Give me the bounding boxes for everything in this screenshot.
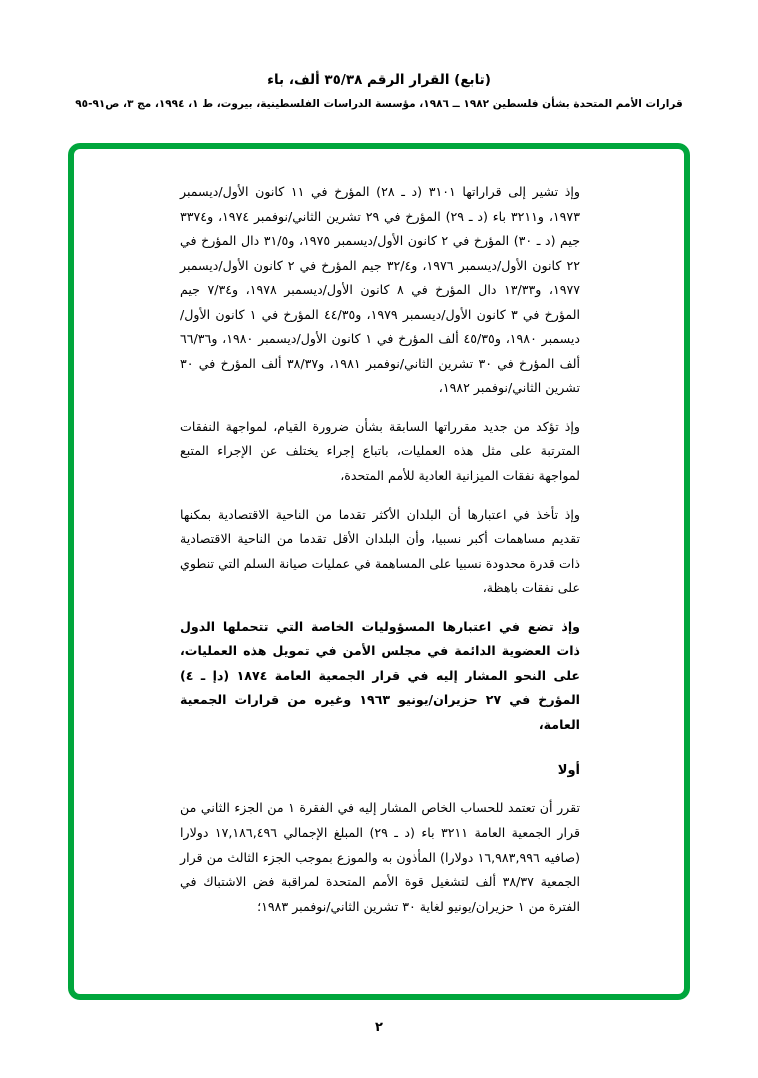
document-body <box>180 180 580 933</box>
paragraph-recalling-resolutions: وإذ تشير إلى قراراتها ٣١٠١ (د ـ ٢٨) المؤرخ في ١١ كانون الأول/ديسمبر ١٩٧٣، و٣٢١١ باء (د ـ ٢٩) المؤرخ في ٢٩ تشرين الثاني/نوفمبر ١٩٧٤، و٣٣٧٤ جيم (د ـ ٣٠) المؤرخ في ٢ كانون الأول/ديسمبر ١٩٧٥، و٣١/٥ دال المؤرخ في ٢٢ كانون الأول/ديسمبر ١٩٧٦، و٣٢/٤ جيم المؤرخ في ٢ كانون الأول/ديسمبر ١٩٧٧، و١٣/٣٣ دال المؤرخ في ٨ كانون الأول/ديسمبر ١٩٧٨، و٧/٣٤ جيم المؤرخ في ٣ كانون الأول/ديسمبر ١٩٧٩، و٤٤/٣٥ المؤرخ في ١ كانون الأول/ديسمبر ١٩٨٠، و٤٥/٣٥ ألف المؤرخ في ١ كانون الأول/ديسمبر ١٩٨٠، و٦٦/٣٦ ألف المؤرخ في ٣٠ تشرين الثاني/نوفمبر ١٩٨١، و٣٨/٣٧ ألف المؤرخ في ٣٠ تشرين الثاني/نوفمبر ١٩٨٢، <box>180 184 581 396</box>
paragraph-reaffirming-decisions: وإذ تؤكد من جديد مقرراتها السابقة بشأن ضرورة القيام، لمواجهة النفقات المترتبة على مثل هذه العمليات، باتباع إجراء يختلف عن الإجراء المتبع لمواجهة نفقات الميزانية العادية للأمم المتحدة، <box>180 418 580 484</box>
paragraph-special-responsibilities: وإذ تضع في اعتبارها المسؤوليات الخاصة التي تتحملها الدول ذات العضوية الدائمة في مجلس الأمن في تمويل هذه العمليات، على النحو المشار إليه في قرار الجمعية العامة ١٨٧٤ (دإ ـ ٤) المؤرخ في ٢٧ حزيران/يونيو ١٩٦٣ وغيره من قرارات الجمعية العامة، <box>180 618 580 732</box>
page-number: ٢ <box>375 1020 383 1035</box>
paragraph-bearing-in-mind-economy: وإذ تأخذ في اعتبارها أن البلدان الأكثر تقدما من الناحية الاقتصادية بمكنها تقديم مساهمات أكبر نسبيا، وأن البلدان الأقل تقدما من الناحية الاقتصادية ذات قدرة محدودة نسبيا على المساهمة في عمليات صيانة السلم التي تنطوي على نفقات باهظة، <box>180 506 580 596</box>
page-header <box>0 0 758 113</box>
page-source-citation: قرارات الأمم المتحدة بشأن فلسطين ١٩٨٢ ــ ١٩٨٦، مؤسسة الدراسات الفلسطينية، بيروت، ط ١، ١٩٩٤، مج ٣، ص٩١-٩٥ <box>75 98 683 111</box>
section-heading-first: أولا <box>557 763 580 779</box>
paragraph-decides-special-account: تقرر أن تعتمد للحساب الخاص المشار إليه في الفقرة ١ من الجزء الثاني من قرار الجمعية العامة ٣٢١١ باء (د ـ ٢٩) المبلغ الإجمالي ١٧,١٨٦,٤٩٦ دولارا (صافيه ١٦,٩٨٣,٩٩٦ دولارا) المأذون به والموزع بموجب الجزء الثالث من قرار الجمعية ٣٨/٣٧ ألف لتشغيل قوة الأمم المتحدة لمراقبة فض الاشتباك في الفترة من ١ حزيران/يونيو لغاية ٣٠ تشرين الثاني/نوفمبر ١٩٨٣؛ <box>180 800 580 914</box>
page-title: (تابع) القرار الرقم ٣٥/٣٨ ألف، باء <box>267 72 491 88</box>
